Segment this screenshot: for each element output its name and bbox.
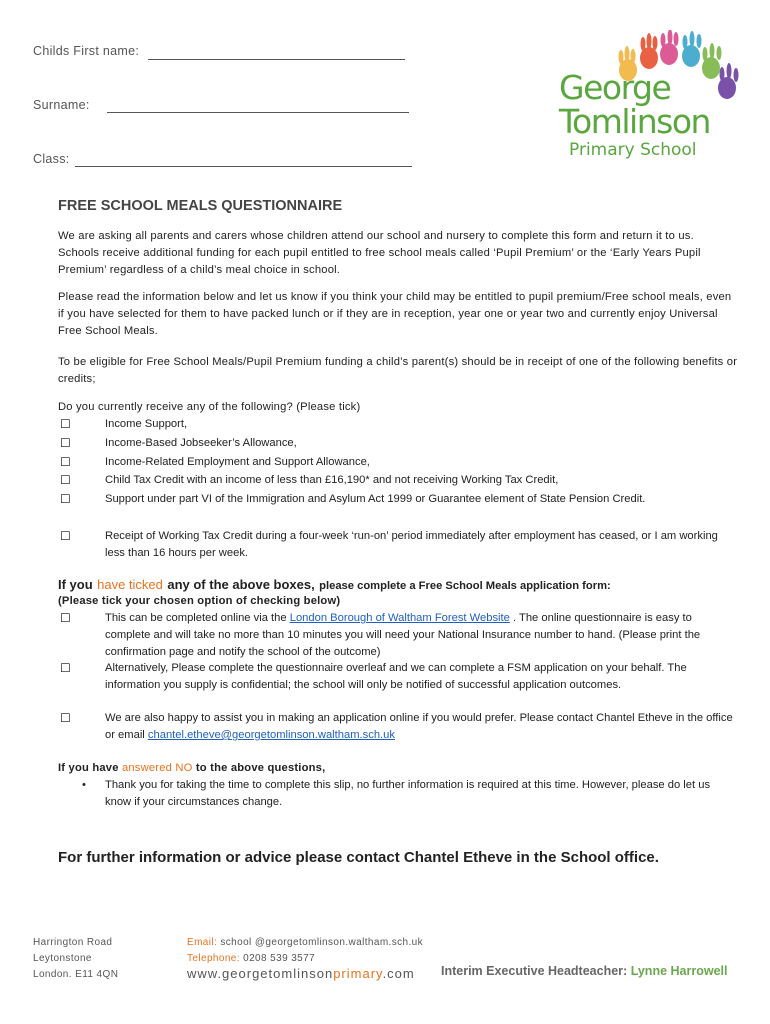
- no-rest: to the above questions,: [195, 762, 326, 774]
- benefit-checkbox[interactable]: ☐: [60, 417, 71, 431]
- option-checkbox[interactable]: ☐: [60, 711, 71, 725]
- benefit-checkbox[interactable]: ☐: [60, 529, 71, 543]
- benefit-label: Child Tax Credit with an income of less than £16,190* and not receiving Working Tax Credit,: [105, 474, 559, 486]
- phone-label: Telephone:: [187, 953, 240, 964]
- waltham-forest-link[interactable]: London Borough of Waltham Forest Website: [289, 612, 510, 624]
- website-text: [187, 966, 415, 981]
- no-text: Thank you for taking the time to complete this slip, no further information is required at this time. However, please do let us know if your circumstances change.: [105, 779, 711, 808]
- benefit-label: Income-Based Jobseeker’s Allowance,: [105, 437, 297, 449]
- address-line-3: London. E11 4QN: [33, 969, 119, 980]
- option-checkbox[interactable]: ☐: [60, 611, 71, 625]
- logo-tomlinson: Tomlinson: [559, 102, 710, 141]
- benefit-label: Receipt of Working Tax Credit during a four-week ‘run-on’ period immediately after employment has ceased, or I am working less than 16 hours per week.: [105, 530, 718, 559]
- benefit-label: Support under part VI of the Immigration and Asylum Act 1999 or Guarantee element of State Pension Credit.: [105, 493, 646, 505]
- benefit-label: Income-Related Employment and Support Allowance,: [105, 456, 370, 468]
- ticked-heading: [58, 576, 748, 594]
- benefit-label: Income Support,: [105, 418, 188, 430]
- intro-paragraph-3: To be eligible for Free School Meals/Pupil Premium funding a child’s parent(s) should be in receipt of one of the following benefits or credits;: [58, 356, 738, 385]
- class-field[interactable]: [75, 166, 412, 167]
- web-pre: www.georgetomlinson: [187, 966, 334, 981]
- option-assist-text: We are also happy to assist you in making an application online if you would prefer. Please contact Chantel Etheve in the office or email: [105, 712, 733, 741]
- address-line-1: Harrington Road: [33, 937, 113, 948]
- class-label: Class:: [33, 152, 70, 166]
- footer-contact: [187, 935, 423, 967]
- ticked-rest-small: please complete a Free School Meals application form:: [319, 580, 611, 592]
- first-name-field[interactable]: [148, 59, 405, 60]
- option-online-post: . The online questionnaire is easy to complete and will take no more than 10 minutes you will need your National Insurance number to hand. (Please print the confirmation page and notify the school of the outcome): [105, 612, 701, 658]
- school-logo: [555, 30, 745, 165]
- email-value: school @georgetomlinson.waltham.sch.uk: [220, 937, 424, 948]
- logo-primary-school: Primary School: [569, 140, 697, 160]
- benefit-checkbox[interactable]: ☐: [60, 455, 71, 469]
- benefit-checkbox[interactable]: ☐: [60, 492, 71, 506]
- option-checkbox[interactable]: ☐: [60, 661, 71, 675]
- benefit-checkbox[interactable]: ☐: [60, 436, 71, 450]
- address-line-2: Leytonstone: [33, 953, 92, 964]
- further-info: For further information or advice please contact Chantel Etheve in the School office.: [58, 849, 659, 866]
- option-online-pre: This can be completed online via the: [105, 612, 287, 624]
- headteacher: [441, 964, 727, 978]
- ticked-rest-big: any of the above boxes,: [167, 577, 315, 592]
- headteacher-name: Lynne Harrowell: [630, 964, 728, 978]
- ticked-if-you: If you: [58, 577, 93, 592]
- no-if-you-have: If you have: [58, 762, 119, 774]
- no-answered-no: answered NO: [121, 762, 193, 774]
- first-name-label: Childs First name:: [33, 44, 140, 58]
- footer-address: [33, 935, 118, 983]
- no-heading: [58, 760, 325, 777]
- intro-paragraph-1: We are asking all parents and carers whose children attend our school and nursery to complete this form and return it to us. Schools receive additional funding for each pupil entitled to free school meals called ‘Pupil Premium’ or the ‘Early Years Pupil Premium’ regardless of a child’s meal choice in school.: [58, 230, 701, 276]
- option-overleaf-text: Alternatively, Please complete the questionnaire overleaf and we can complete a FSM application on your behalf. The information you supply is confidential; the school will only be notified of successful application outcomes.: [105, 662, 687, 691]
- logo-george: George: [559, 68, 671, 107]
- email-link[interactable]: chantel.etheve@georgetomlinson.waltham.sch.uk: [147, 729, 395, 741]
- web-mid: primary: [333, 966, 383, 981]
- phone-value: 0208 539 3577: [243, 953, 316, 964]
- page-title: FREE SCHOOL MEALS QUESTIONNAIRE: [58, 198, 343, 214]
- surname-field[interactable]: [107, 112, 409, 113]
- ticked-subheading: (Please tick your chosen option of checking below): [58, 595, 341, 607]
- intro-paragraph-2: Please read the information below and let us know if you think your child may be entitled to pupil premium/Free school meals, even if you have selected for them to have packed lunch or if they are in reception, year one or year two and currently enjoy Universal Free School Meals.: [58, 291, 732, 337]
- surname-label: Surname:: [33, 98, 90, 112]
- web-post: .com: [382, 966, 415, 981]
- bullet-icon: •: [82, 779, 86, 791]
- email-label: Email:: [187, 937, 218, 948]
- benefit-checkbox[interactable]: ☐: [60, 473, 71, 487]
- headteacher-label: Interim Executive Headteacher:: [441, 964, 628, 978]
- benefits-question: Do you currently receive any of the following? (Please tick): [58, 401, 361, 413]
- ticked-have-ticked: have ticked: [97, 577, 163, 592]
